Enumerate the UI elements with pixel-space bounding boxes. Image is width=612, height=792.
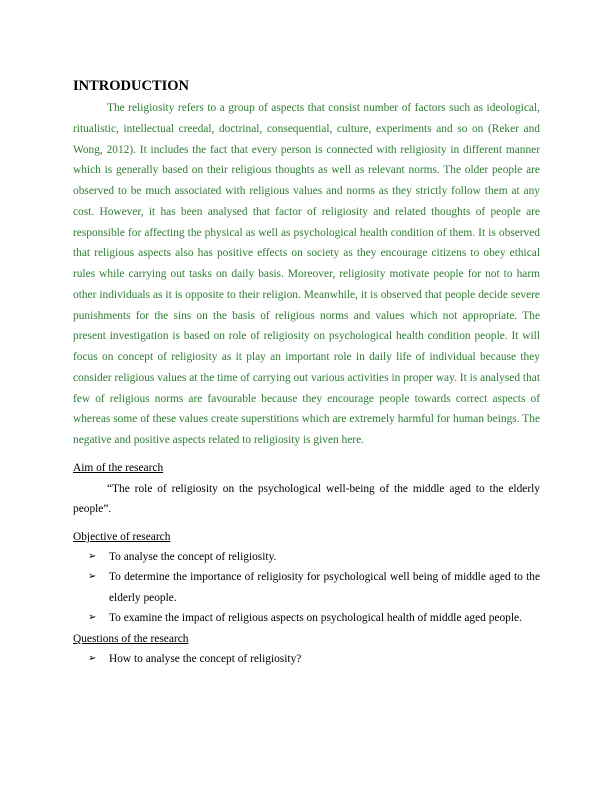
arrowhead-bullet-icon: ➢ <box>88 571 97 583</box>
objective-text: To determine the importance of religiosity for psychological well being of middle aged to the elderly people. <box>109 571 540 604</box>
questions-list <box>73 649 540 670</box>
objective-label: Objective of research <box>73 530 171 543</box>
aim-label: Aim of the research <box>73 461 164 474</box>
page-content <box>73 77 540 669</box>
objective-text: To examine the impact of religious aspects on psychological health of middle aged people. <box>109 612 522 625</box>
arrowhead-bullet-icon: ➢ <box>88 652 97 664</box>
list-item <box>73 547 540 568</box>
aim-statement: “The role of religiosity on the psychological well-being of the middle aged to the elderly people”. <box>73 482 540 515</box>
intro-paragraph: The religiosity refers to a group of aspects that consist number of factors such as ideological, ritualistic, intellectual creedal, doctrinal, consequential, culture, experiments and so on (Reker and Wong, 2012). It includes the fact that every person is connected with religiosity in different manner which is generally based on their religious thoughts as well as relevant norms. The older people are observed to be much associated with religious values and norms as they strictly follow them at any cost. However, it has been analysed that factor of religiosity and related thoughts of people are responsible for affecting the physical as well as psychological health condition of them. It is observed that religious aspects also has positive effects on society as they encourage citizens to obey ethical rules while carrying out tasks on daily basis. Moreover, religiosity motivate people for not to harm other individuals as it is opposite to their religion. Meanwhile, it is observed that people decide severe punishments for the sins on the basis of religious norms and values which not appropriate. The present investigation is based on role of religiosity on psychological health condition people. It will focus on concept of religiosity as it play an important role in daily life of individual because they consider religious values at the time of carrying out various activities in proper way. It is analysed that few of religious norms are favourable because they encourage people towards correct aspects of whereas some of these values create superstitions which are extremely harmful for human beings. The negative and positive aspects related to religiosity is given here. <box>73 102 540 446</box>
objective-list <box>73 547 540 629</box>
objective-text: To analyse the concept of religiosity. <box>109 550 277 563</box>
list-item <box>73 649 540 670</box>
list-item <box>73 608 540 629</box>
questions-label: Questions of the research <box>73 632 189 645</box>
question-text: How to analyse the concept of religiosity? <box>109 652 302 665</box>
list-item <box>73 567 540 608</box>
arrowhead-bullet-icon: ➢ <box>88 550 97 562</box>
section-heading: INTRODUCTION <box>73 78 190 94</box>
arrowhead-bullet-icon: ➢ <box>88 612 97 624</box>
